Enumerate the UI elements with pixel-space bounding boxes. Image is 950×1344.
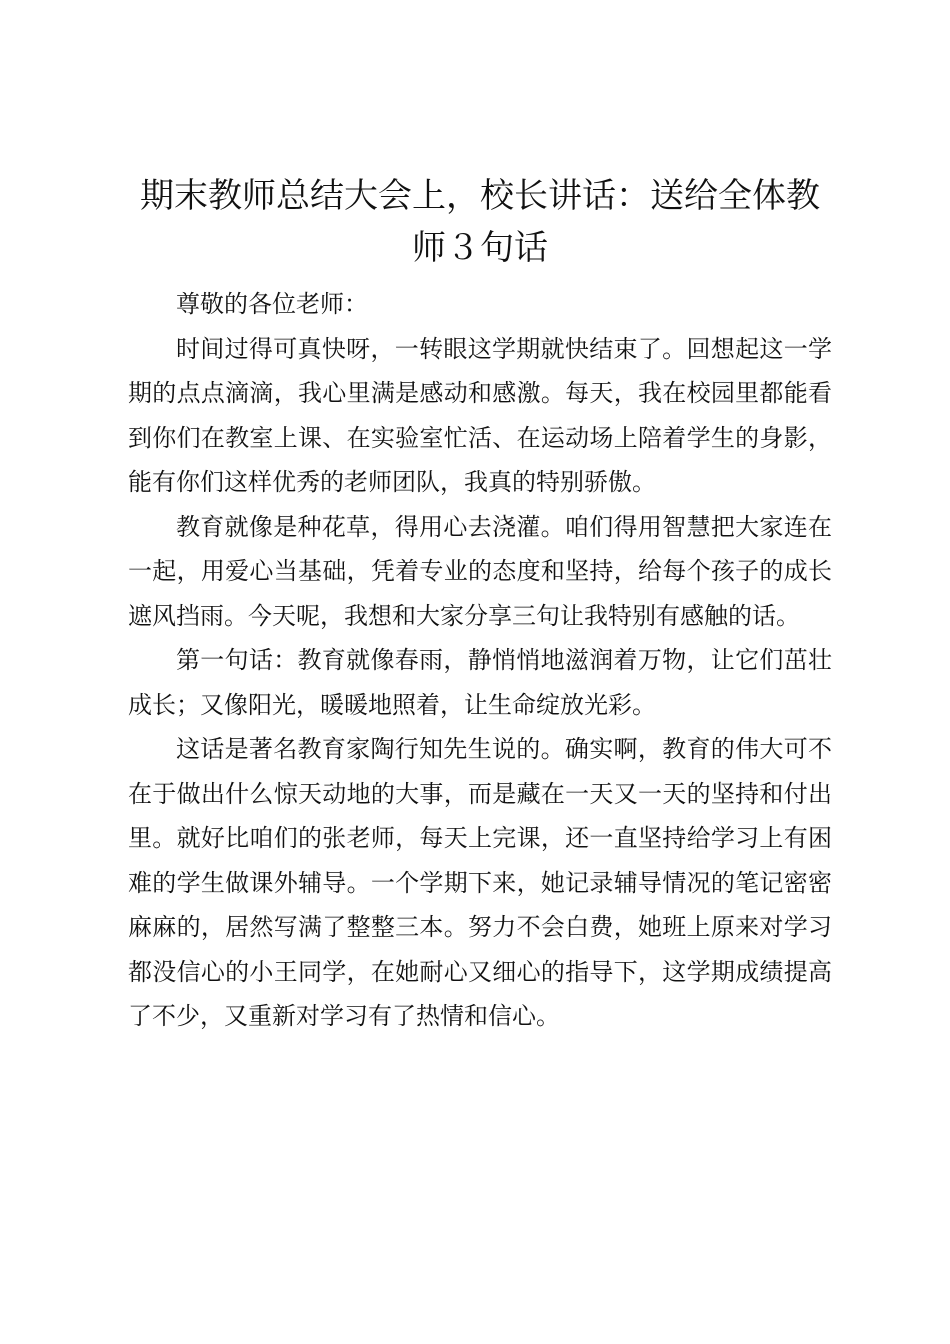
- document-title: 期末教师总结大会上，校长讲话：送给全体教师３句话: [140, 176, 820, 268]
- greeting-paragraph: 尊敬的各位老师：: [176, 290, 368, 318]
- document-page: [128, 170, 832, 1039]
- body-paragraph-3: 第一句话：教育就像春雨，静悄悄地滋润着万物，让它们茁壮成长；又像阳光，暖暖地照着，让生命绽放光彩。: [128, 646, 832, 719]
- body-paragraph-4: 这话是著名教育家陶行知先生说的。确实啊，教育的伟大可不在于做出什么惊天动地的大事，而是藏在一天又一天的坚持和付出里。就好比咱们的张老师，每天上完课，还一直坚持给学习上有困难的学生做课外辅导。一个学期下来，她记录辅导情况的笔记密密麻麻的，居然写满了整整三本。努力不会白费，她班上原来对学习都没信心的小王同学，在她耐心又细心的指导下，这学期成绩提高了不少，又重新对学习有了热情和信心。: [128, 735, 832, 1030]
- body-paragraph-2: 教育就像是种花草，得用心去浇灌。咱们得用智慧把大家连在一起，用爱心当基础，凭着专业的态度和坚持，给每个孩子的成长遮风挡雨。今天呢，我想和大家分享三句让我特别有感触的话。: [128, 512, 832, 630]
- body-paragraph-1: 时间过得可真快呀，一转眼这学期就快结束了。回想起这一学期的点点滴滴，我心里满是感动和感激。每天，我在校园里都能看到你们在教室上课、在实验室忙活、在运动场上陪着学生的身影，能有你们这样优秀的老师团队，我真的特别骄傲。: [128, 334, 832, 496]
